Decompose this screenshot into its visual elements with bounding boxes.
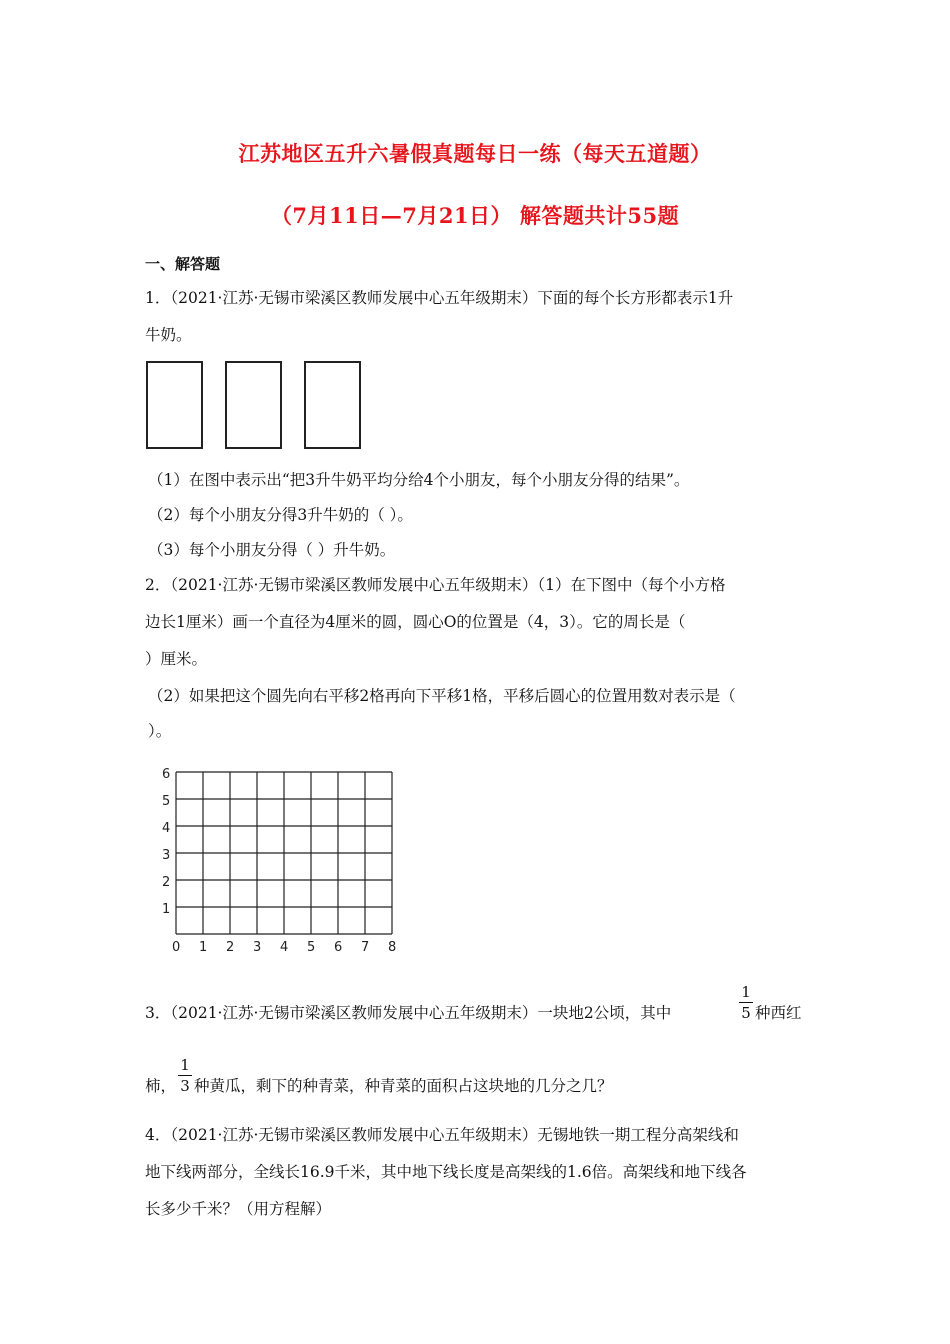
grid-x-label: 5 (307, 940, 316, 955)
grid-x-label: 4 (280, 940, 289, 955)
q1-line2: 牛奶。 (145, 326, 192, 344)
q1-sub3: （3）每个小朋友分得（ ）升牛奶。 (148, 541, 396, 559)
q2-line1: 2．（2021·江苏·无锡市梁溪区教师发展中心五年级期末）（1）在下图中（每个小方格 (145, 576, 726, 594)
grid-y-label: 3 (162, 848, 171, 863)
fraction-denominator: 5 (741, 1004, 751, 1022)
grid-y-label: 5 (162, 794, 171, 809)
fraction-one-fifth (739, 983, 753, 1022)
milk-rectangle-1 (146, 361, 203, 449)
grid-x-label: 0 (172, 940, 181, 955)
fraction-bar (178, 1075, 192, 1076)
document-title-line2: （7月11日—7月21日） 解答题共计55题 (270, 203, 680, 228)
q3-part2: 种西红 (755, 1004, 802, 1022)
grid-x-label: 7 (361, 940, 370, 955)
section-heading: 一、解答题 (145, 255, 221, 273)
q1-sub1: （1）在图中表示出“把3升牛奶平均分给4个小朋友，每个小朋友分得的结果”。 (148, 471, 690, 489)
q2-line2: 边长1厘米）画一个直径为4厘米的圆，圆心O的位置是（4，3）。它的周长是（ (145, 613, 686, 631)
fraction-denominator: 3 (180, 1077, 190, 1095)
grid-y-label: 4 (162, 821, 171, 836)
q4-line2: 地下线两部分，全线长16.9千米，其中地下线长度是高架线的1.6倍。高架线和地下线各 (145, 1163, 747, 1181)
q1-sub2: （2）每个小朋友分得3升牛奶的（ ）。 (148, 506, 413, 524)
grid-y-label: 1 (162, 902, 171, 917)
fraction-bar (739, 1002, 753, 1003)
q4-line1: 4．（2021·江苏·无锡市梁溪区教师发展中心五年级期末）无锡地铁一期工程分高架线和 (145, 1126, 739, 1144)
q2-line4: （2）如果把这个圆先向右平移2格再向下平移1格，平移后圆心的位置用数对表示是（ (148, 687, 736, 705)
coordinate-grid (150, 758, 410, 958)
milk-rectangle-3 (304, 361, 361, 449)
q3-part3: 柿， (145, 1077, 177, 1095)
grid-x-label: 1 (199, 940, 208, 955)
q3-part1: 3．（2021·江苏·无锡市梁溪区教师发展中心五年级期末）一块地2公顷，其中 (145, 1004, 672, 1022)
q4-line3: 长多少千米？（用方程解） (145, 1200, 332, 1218)
document-title-line1: 江苏地区五升六暑假真题每日一练（每天五道题） (238, 141, 712, 166)
fraction-numerator: 1 (741, 983, 751, 1001)
fraction-one-third (178, 1056, 192, 1095)
milk-rectangle-2 (225, 361, 282, 449)
q2-line3: ）厘米。 (145, 650, 208, 668)
grid-y-label: 2 (162, 875, 171, 890)
grid-x-label: 8 (388, 940, 397, 955)
grid-y-label: 6 (162, 767, 171, 782)
q1-line1: 1．（2021·江苏·无锡市梁溪区教师发展中心五年级期末）下面的每个长方形都表示1升 (145, 289, 734, 307)
fraction-numerator: 1 (180, 1056, 190, 1074)
grid-x-label: 3 (253, 940, 262, 955)
grid-x-label: 2 (226, 940, 235, 955)
q2-line5: ）。 (148, 722, 172, 740)
grid-x-label: 6 (334, 940, 343, 955)
q3-part4: 种黄瓜，剩下的种青菜，种青菜的面积占这块地的几分之几？ (194, 1077, 613, 1095)
